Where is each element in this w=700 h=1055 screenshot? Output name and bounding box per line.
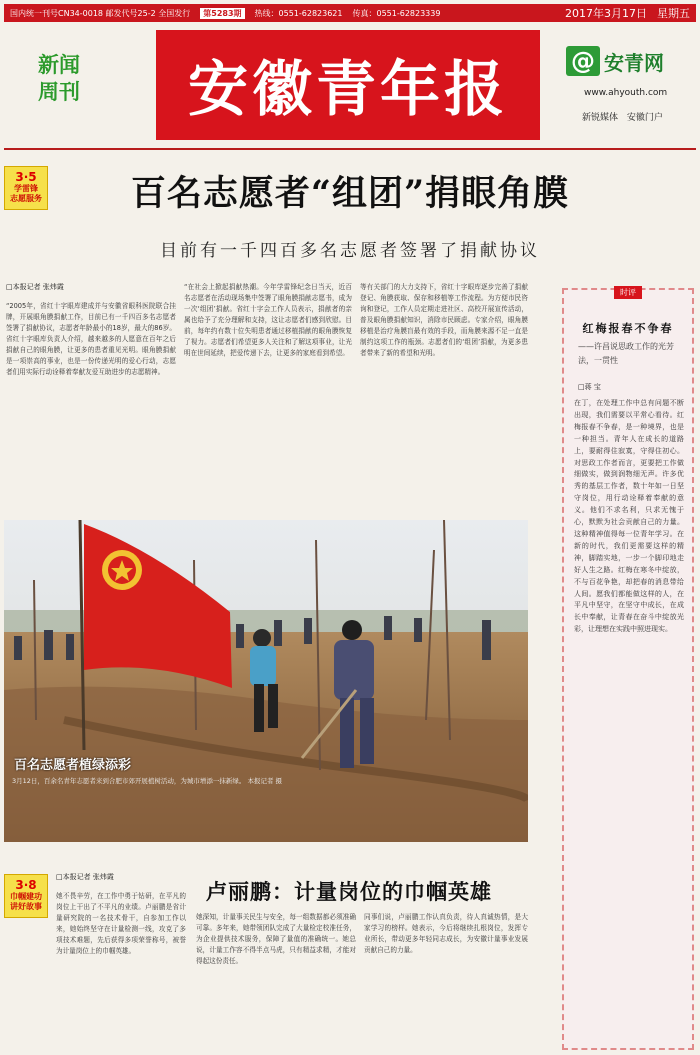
publication-info: 国内统一刊号CN34-0018 邮发代号25-2 全国发行 bbox=[10, 8, 191, 18]
article2-col1-text: 她不畏辛劳，在工作中勇于钻研，在平凡的岗位上干出了不平凡的业绩。卢丽鹏是省计量研究院的一名技术骨干，自参加工作以来，她始终坚守在计量检测一线，攻克了多项技术难题，先后获得多项荣誉称号，被誉为计量岗位上的巾帼英雄。 bbox=[56, 892, 186, 955]
issue-weekday: 星期五 bbox=[657, 7, 690, 20]
website-url[interactable]: www.ahyouth.com bbox=[584, 88, 668, 98]
badge-bottom-line3: 讲好故事 bbox=[10, 902, 42, 911]
article2-col2-text: 她深知，计量事关民生与安全，每一组数据都必须准确可靠。多年来，她带领团队完成了大量检定校准任务，为企业提供技术服务，保障了量值的准确统一。她总说，计量工作容不得半点马虎，只有精益求精，才能对得起这份责任。 bbox=[196, 913, 356, 965]
article1-column-1 bbox=[6, 282, 176, 512]
badge-top-line3: 志愿服务 bbox=[10, 194, 42, 203]
article2-column-2 bbox=[196, 912, 356, 1050]
website-name: 安青网 bbox=[604, 50, 664, 75]
commentary-sidebar bbox=[562, 288, 694, 1050]
women-badge bbox=[4, 874, 48, 918]
article1-col3-text: 等有关部门的大力支持下，省红十字眼库逐步完善了捐献登记、角膜获取、保存和移植等工作流程。为方便市民咨询和登记，工作人员定期走进社区、高校开展宣传活动，普及眼角膜捐献知识，消除市民顾虑。专家介绍，眼角膜移植是治疗角膜盲最有效的手段，而角膜来源不足一直是制约这项工作的瓶颈。志愿者们的‘组团’捐献，为更多患者带来了新的希望和光明。 bbox=[360, 283, 528, 357]
news-weekly-line1: 新闻 bbox=[38, 53, 80, 77]
newspaper-masthead bbox=[156, 30, 540, 140]
at-sign-icon: @ bbox=[566, 46, 600, 76]
issue-number: 第5283期 bbox=[200, 8, 244, 19]
badge-top-line2: 学雷锋 bbox=[14, 184, 38, 193]
fax: 传真：0551-62823339 bbox=[352, 8, 441, 18]
website-tagline: 新锐媒体 安徽门户 bbox=[582, 113, 663, 123]
tree-planting-photo bbox=[4, 520, 528, 842]
second-headline[interactable]: 卢丽鹏：计量岗位的巾帼英雄 bbox=[206, 879, 492, 904]
main-headline[interactable]: 百名志愿者“组团”捐眼角膜 bbox=[130, 173, 570, 214]
badge-bottom-line2: 巾帼建功 bbox=[10, 892, 42, 901]
masthead-divider bbox=[4, 148, 696, 150]
photo-illustration bbox=[4, 520, 528, 842]
issue-date: 2017年3月17日 bbox=[565, 7, 647, 20]
photo-caption-text: 3月12日，百余名青年志愿者来到合肥市郊开展植树活动，为城市增添一抹新绿。 本报记者 摄 bbox=[12, 777, 283, 785]
news-weekly-line2: 周刊 bbox=[38, 80, 80, 104]
article2-byline: □本报记者 张炜霞 bbox=[56, 873, 114, 881]
volunteer-badge bbox=[4, 166, 48, 210]
commentary-title[interactable]: 红梅报春不争春 bbox=[582, 322, 674, 335]
article1-col1-text: “2005年，省红十字眼库建成并与安徽省眼科医院联合挂牌，开展眼角膜捐献工作，目前已有一千四百多名志愿者签署了捐献协议，志愿者年龄最小的18岁，最大的86岁。省红十字眼库负责人介绍，越来越多的人愿意在百年之后捐献自己的眼角膜，让更多的患者重见光明。眼角膜捐献是一项崇高的事业，也是一份传递光明的爱心行动，志愿者们用实际行动诠释着奉献友爱互助进步的志愿精神。 bbox=[6, 302, 176, 376]
commentary-tag: 时评 bbox=[614, 286, 642, 299]
commentary-subtitle: ——许昌说思政工作的光芳法，一贯性 bbox=[578, 342, 674, 365]
article1-col2-text: “在社会上掀起捐献热潮。今年学雷锋纪念日当天，近百名志愿者在活动现场集中签署了眼角膜捐献志愿书，成为一次‘组团’捐献。省红十字会工作人员表示，捐献者的亲属也给予了充分理解和支持，这让志愿者们感到欣慰。目前，每年约有数十位失明患者通过移植捐献的眼角膜恢复了视力。志愿者们希望更多人关注和了解这项事业，让光明在世间延续，把爱传递下去，让更多的家庭看到希望。 bbox=[184, 283, 352, 357]
article1-column-2 bbox=[184, 282, 352, 512]
article2-column-3 bbox=[364, 912, 528, 1050]
newspaper-title: 安徽青年报 bbox=[188, 55, 508, 125]
badge-top-date: 3·5 bbox=[15, 170, 37, 184]
article2-column-1 bbox=[56, 872, 186, 1050]
badge-bottom-date: 3·8 bbox=[15, 878, 37, 892]
main-subheadline: 目前有一千四百多名志愿者签署了捐献协议 bbox=[160, 241, 540, 261]
commentary-text: 在丁，在处理工作中总有问题不断出现，我们需要以平常心看待。红梅报春不争春，是一种境界，也是一种担当。青年人在成长的道路上，要耐得住寂寞，守得住初心。对思政工作者而言，更要把工作做细做实，做到润物细无声。许多优秀的基层工作者，数十年如一日坚守岗位，用行动诠释着奉献的意义。他们不求名利，只求无愧于心，默默为社会贡献自己的力量。这种精神值得每一位青年学习。在新的时代，我们更需要这样的精神，脚踏实地，一步一个脚印地走好人生之路。红梅在寒冬中绽放，不与百花争艳，却把春的消息带给人间。愿我们都能做这样的人，在平凡中坚守，在坚守中成长，在成长中奉献，让青春在奋斗中绽放光彩，让理想在实践中照进现实。 bbox=[574, 399, 684, 634]
photo-caption-title: 百名志愿者植绿添彩 bbox=[14, 758, 132, 773]
commentary-author: □蒋 宝 bbox=[578, 383, 601, 391]
article1-byline: □本报记者 张炜霞 bbox=[6, 283, 64, 291]
header-info-bar bbox=[4, 4, 696, 22]
news-weekly-label bbox=[14, 52, 104, 106]
website-logo[interactable] bbox=[566, 46, 696, 123]
hotline: 热线：0551-62823621 bbox=[254, 8, 343, 18]
article2-col3-text: 同事们说，卢丽鹏工作认真负责，待人真诚热情，是大家学习的榜样。她表示，今后将继续扎根岗位，发挥专业所长，带动更多年轻同志成长，为安徽计量事业发展贡献自己的力量。 bbox=[364, 913, 528, 954]
article1-column-3 bbox=[360, 282, 528, 512]
